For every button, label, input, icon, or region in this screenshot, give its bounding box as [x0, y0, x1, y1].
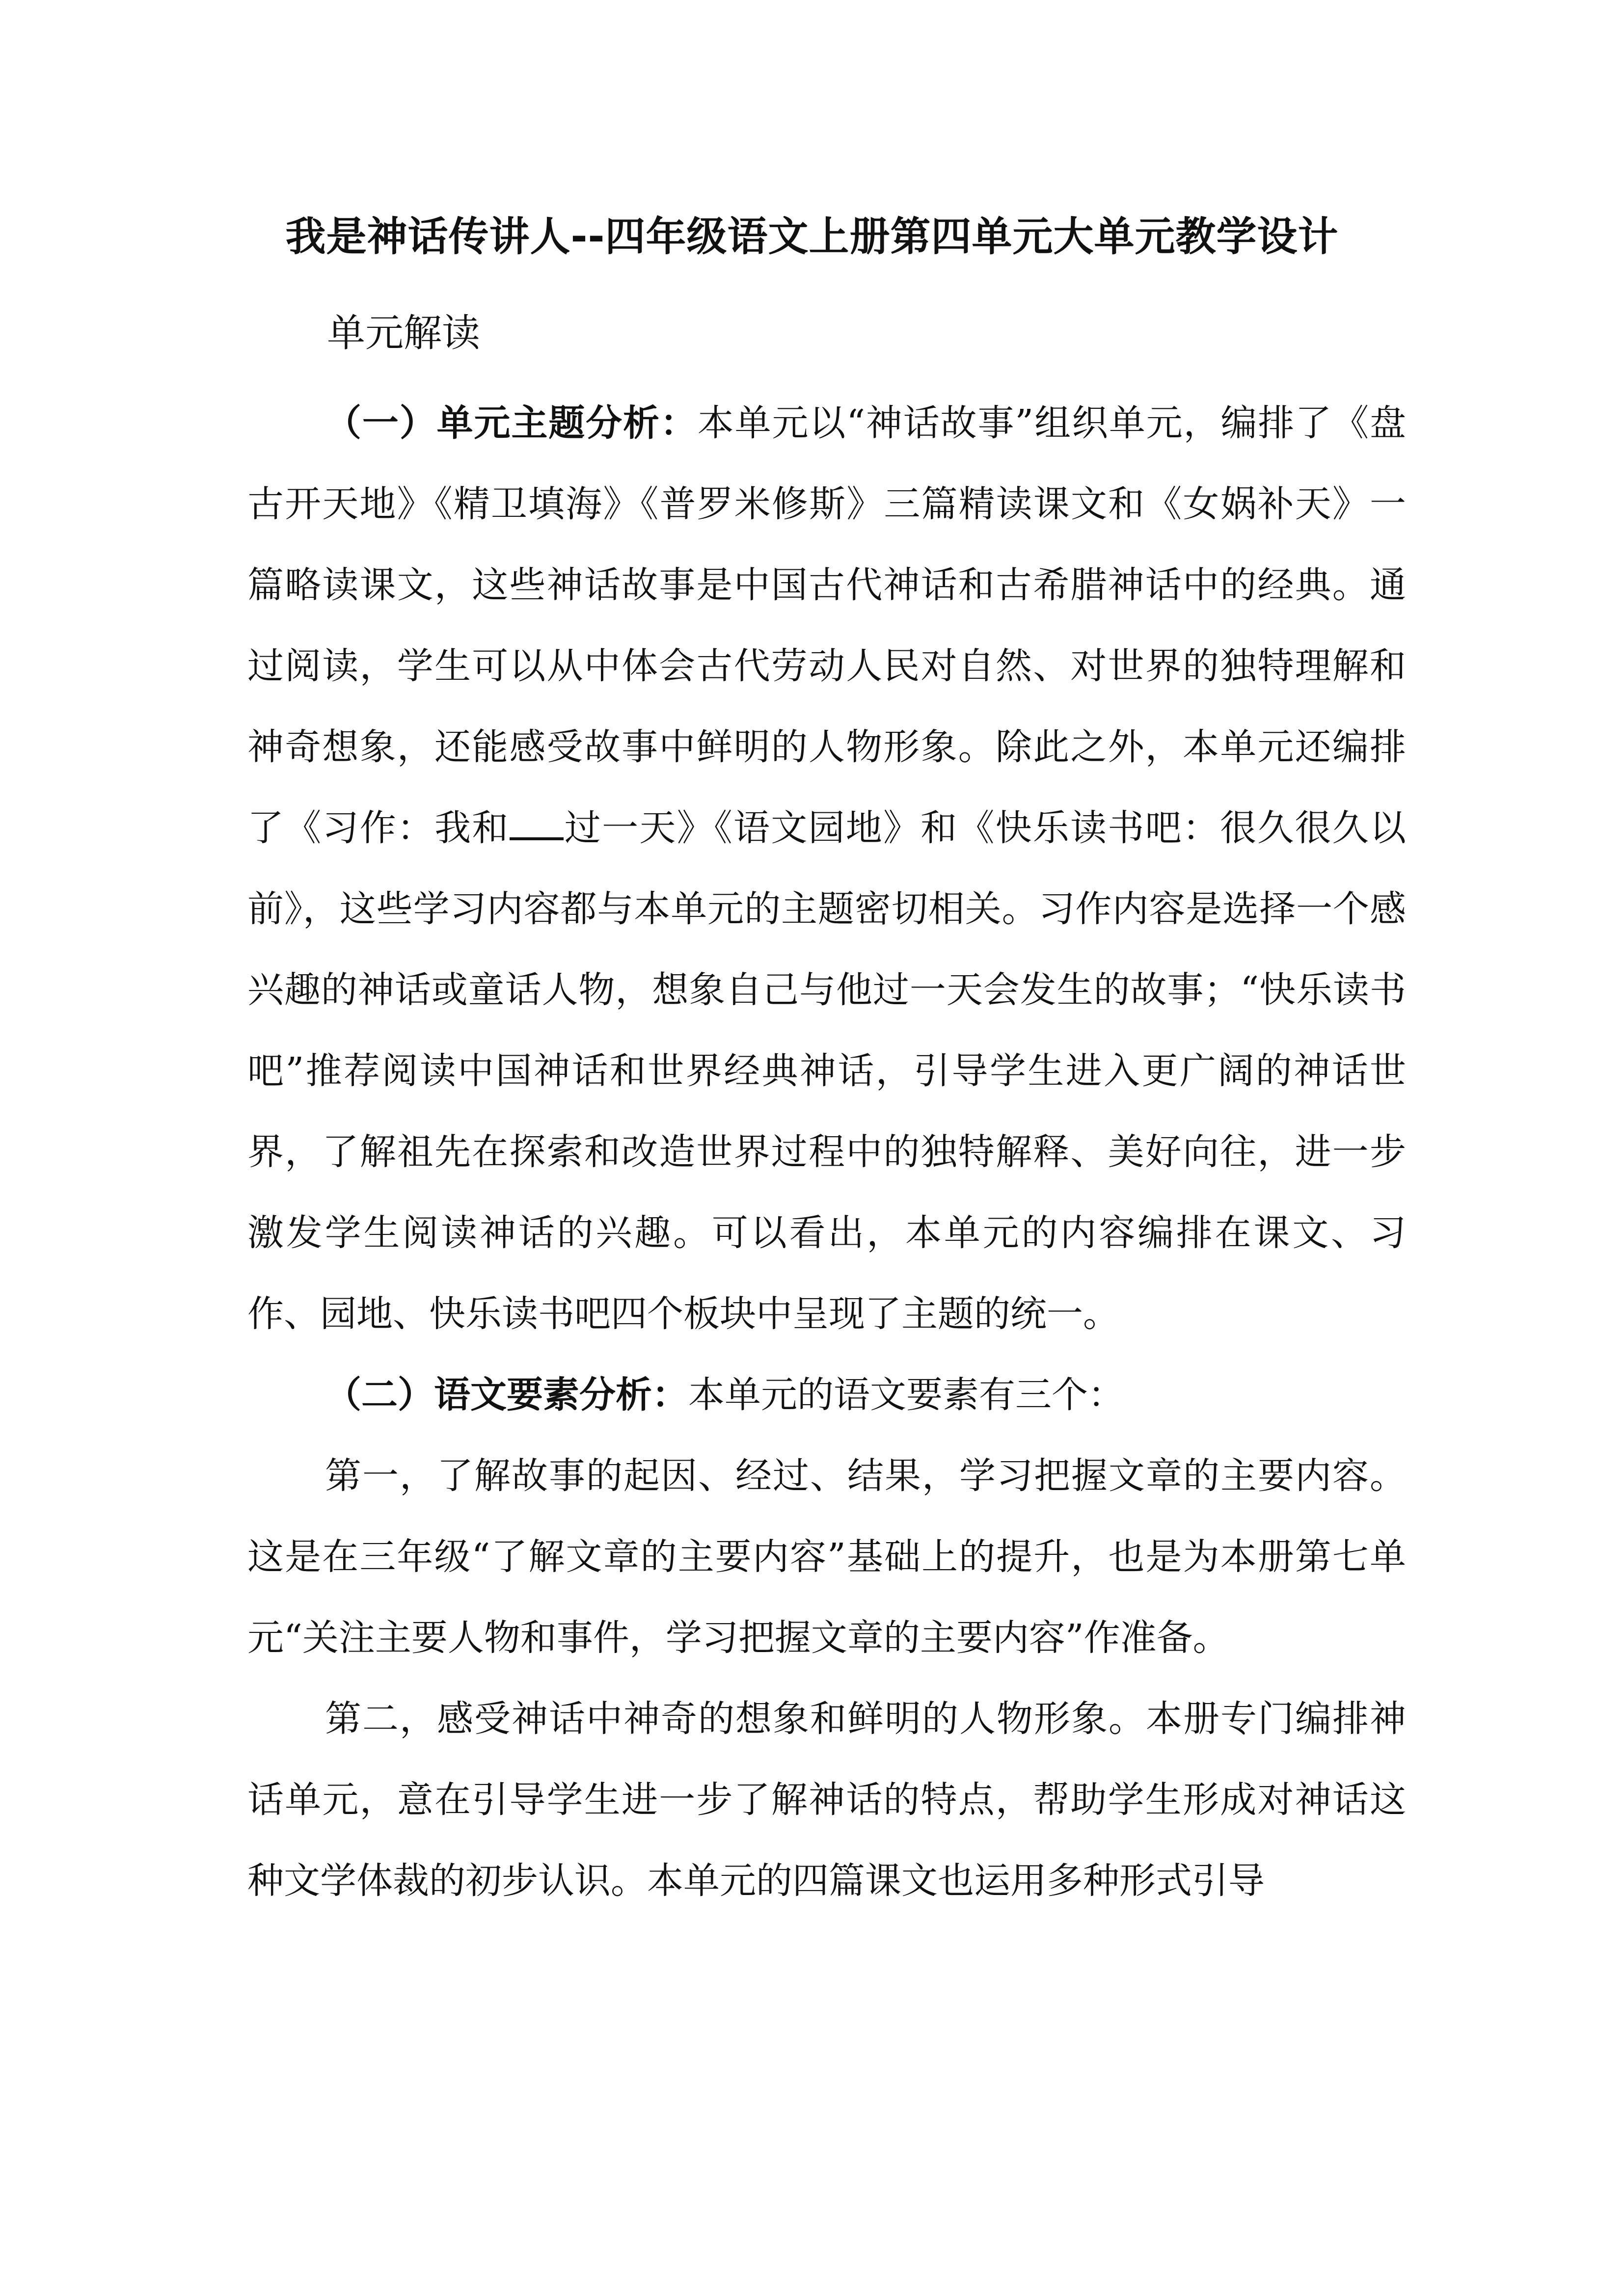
theme-analysis-text-part1: 本单元以“神话故事”组织单元，编排了《盘古开天地》《精卫填海》《普罗米修斯》三篇精读课文和《女娲补天》一篇略读课文，这些神话故事是中国古代神话和古希腊神话中的经典。通过阅读，学生可以从中体会古代劳动人民对自然、对世界的独特理解和神奇想象，还能感受故事中鲜明的人物形象。除此之外，本单元还编排了《习作：我和	[247, 402, 1406, 849]
paragraph-theme-analysis	[247, 383, 1406, 1355]
fill-in-blank-line	[510, 807, 564, 840]
paragraph-second-element: 第二，感受神话中神奇的想象和鲜明的人物形象。本册专门编排神话单元，意在引导学生进一步了解神话的特点，帮助学生形成对神话这种文学体裁的初步认识。本单元的四篇课文也运用多种形式引导	[247, 1698, 1406, 1902]
theme-analysis-text-part2: 过一天》《语文园地》和《快乐读书吧：很久很久以前》，这些学习内容都与本单元的主题密切相关。习作内容是选择一个感兴趣的神话或童话人物，想象自己与他过一天会发生的故事；“快乐读书吧”推荐阅读中国神话和世界经典神话，引导学生进入更广阔的神话世界，了解祖先在探索和改造世界过程中的独特解释、美好向往，进一步激发学生阅读神话的兴趣。可以看出，本单元的内容编排在课文、习作、园地、快乐读书吧四个板块中呈现了主题的统一。	[247, 807, 1407, 1335]
paragraph-language-elements	[247, 1355, 1406, 1436]
paragraph-first-element: 第一，了解故事的起因、经过、结果，学习把握文章的主要内容。这是在三年级“了解文章的主要内容”基础上的提升，也是为本册第七单元“关注主要人物和事件，学习把握文章的主要内容”作准备。	[247, 1455, 1406, 1659]
document-title: 我是神话传讲人--四年级语文上册第四单元大单元教学设计	[285, 214, 1339, 260]
section-heading: 单元解读	[327, 311, 481, 355]
language-elements-label: （二）语文要素分析：	[325, 1374, 688, 1416]
document-body	[247, 383, 1406, 1922]
language-elements-text: 本单元的语文要素有三个：	[688, 1374, 1124, 1416]
theme-analysis-label: （一）单元主题分析：	[325, 402, 698, 444]
